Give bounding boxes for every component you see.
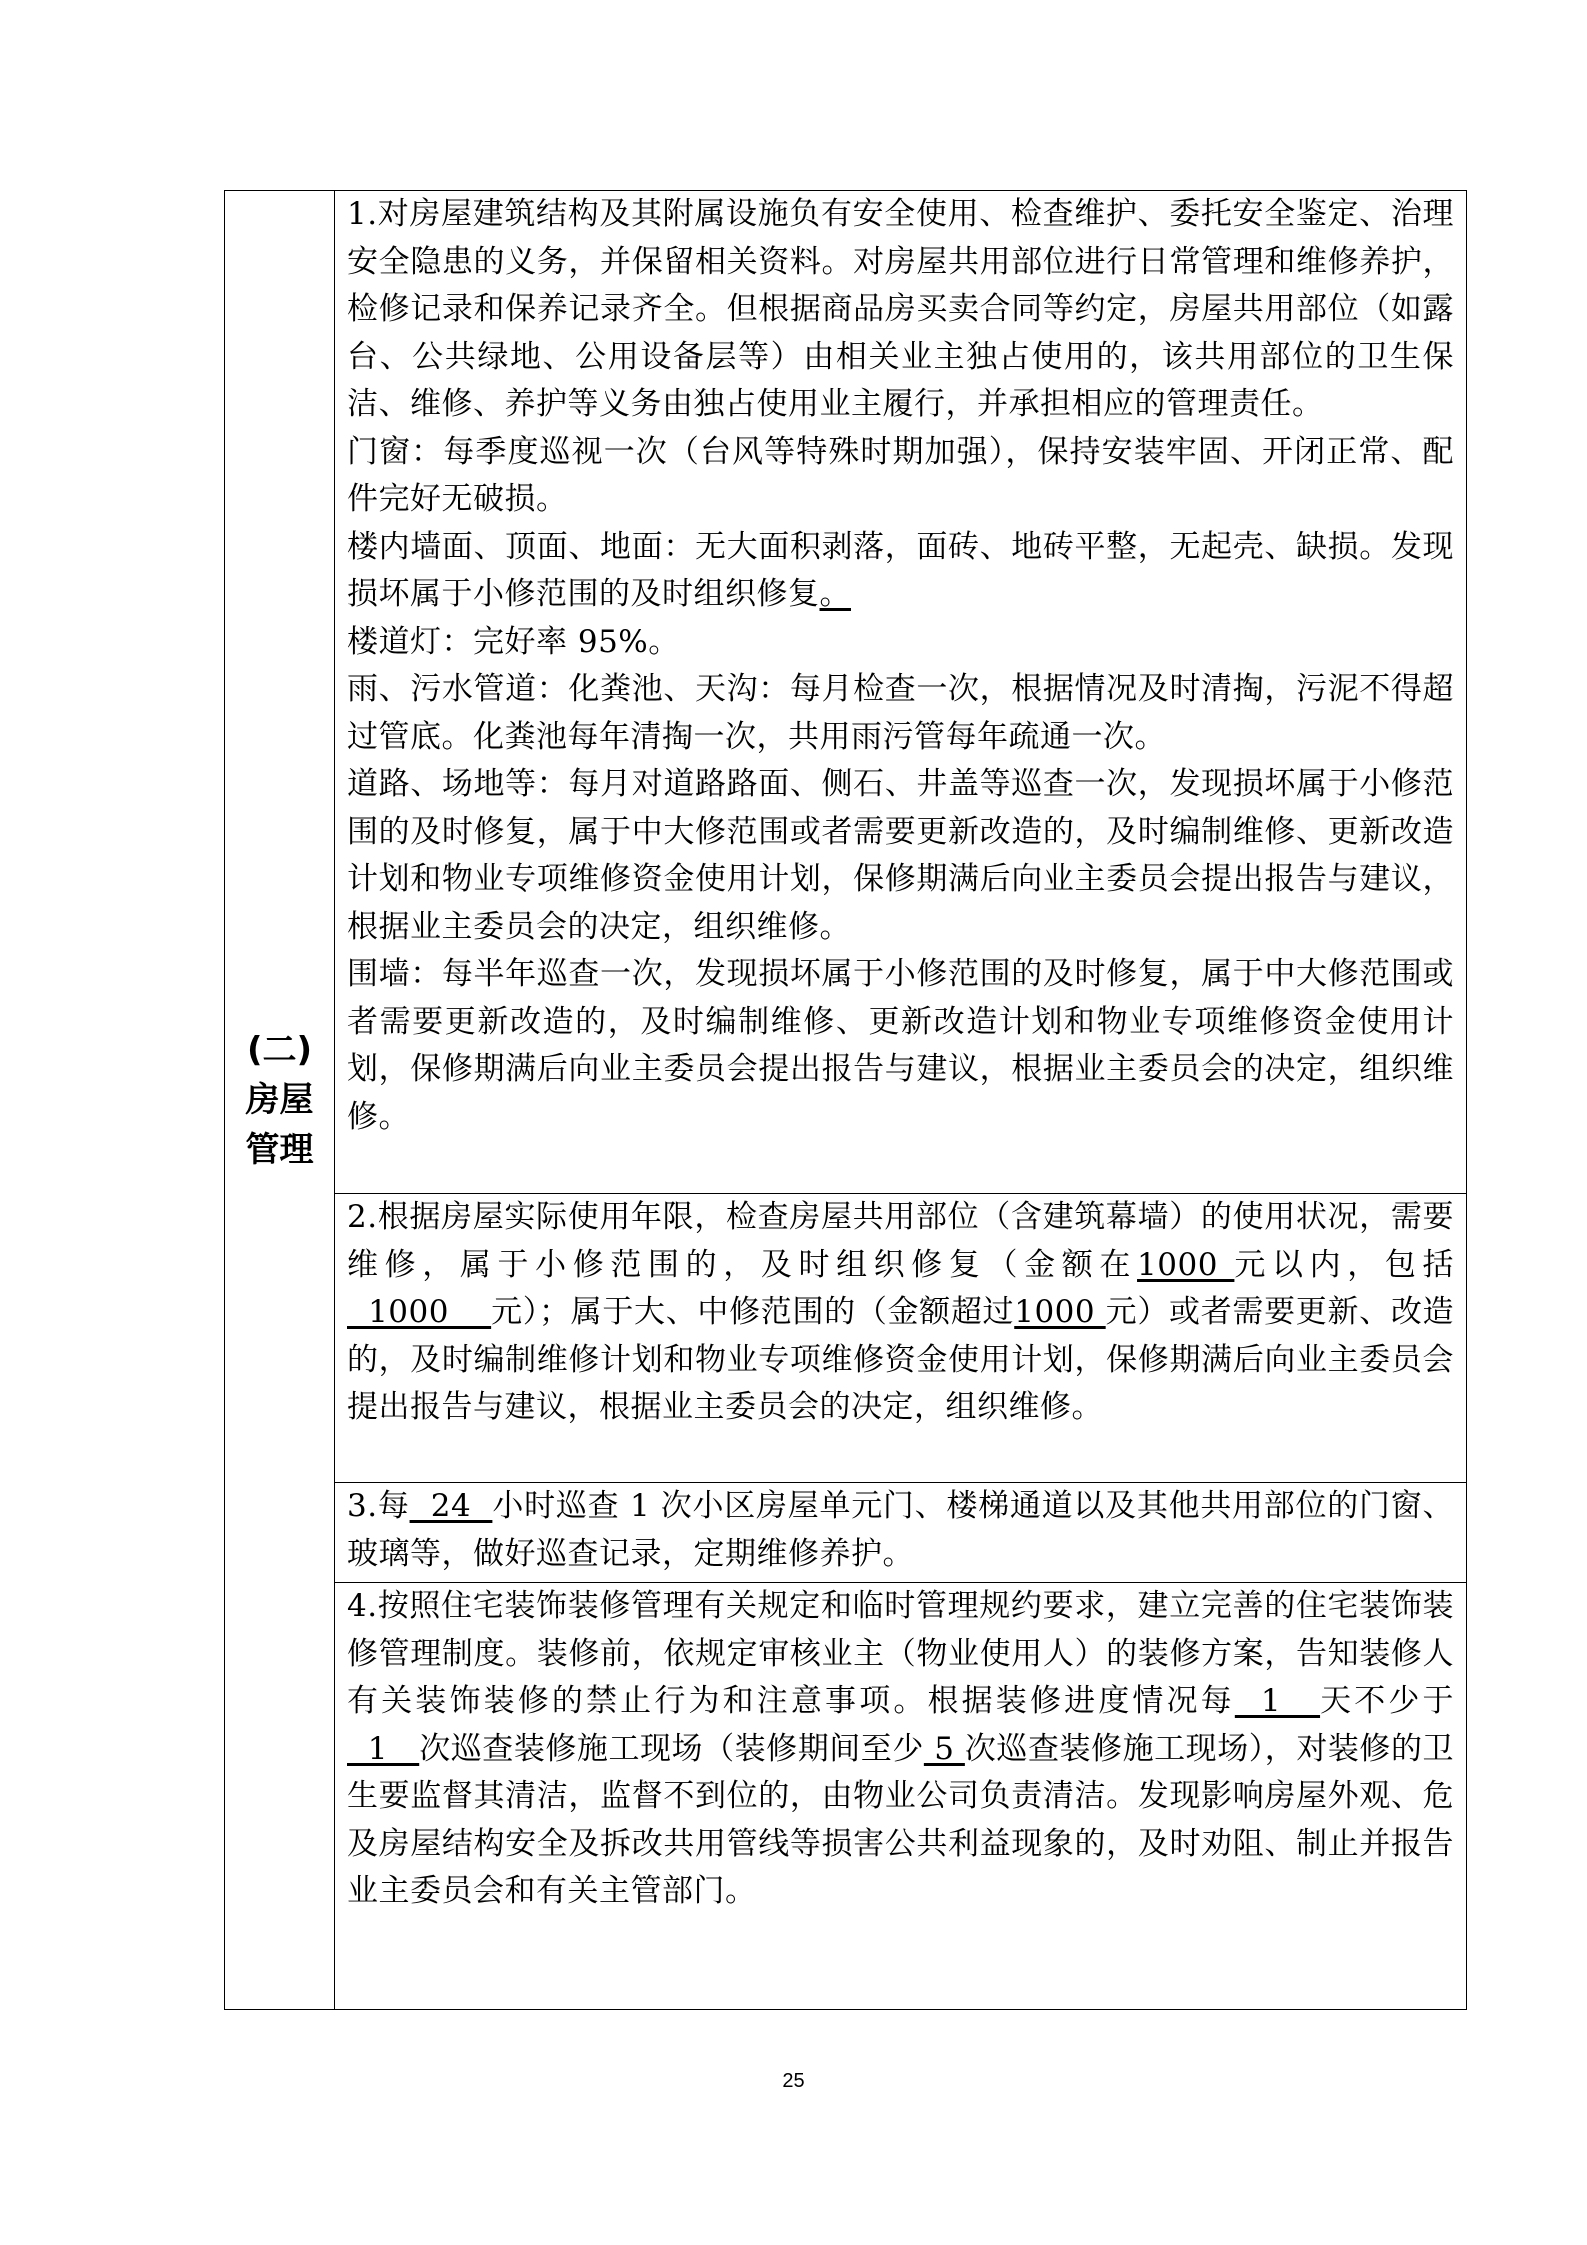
- item-4-cell: [335, 1583, 1467, 2010]
- table-row: [225, 1583, 1467, 2010]
- item-2-text-3: 元）；属于大、中修范围的（金额超过: [491, 1294, 1015, 1330]
- walls-text: 楼内墙面、顶面、地面：无大面积剥落，面砖、地砖平整，无起壳、缺损。发现损坏属于小修范围的及时组织修复: [347, 528, 1454, 612]
- inspection-times-min: 1: [347, 1730, 420, 1767]
- section-label-line1: (二): [246, 1030, 313, 1070]
- item-1-roads-paragraph: 道路、场地等：每月对道路路面、侧石、井盖等巡查一次，发现损坏属于小修范围的及时修复，属于中大修范围或者需要更新改造的，及时编制维修、更新改造计划和物业专项维修资金使用计划，保修期满后向业主委员会提出报告与建议，根据业主委员会的决定，组织维修。: [347, 766, 1454, 945]
- item-2-text-2: 元以内，包括: [1234, 1246, 1455, 1283]
- table-row: [225, 1483, 1467, 1583]
- inspection-interval-hours: 24: [409, 1488, 493, 1524]
- item-1-cell: [335, 191, 1467, 1194]
- inspection-interval-days: 1: [1234, 1683, 1321, 1719]
- item-4-paragraph: [347, 1583, 1454, 1916]
- item-4-text-1: 4.按照住宅装饰装修管理有关规定和临时管理规约要求，建立完善的住宅装饰装修管理制度。装修前，依规定审核业主（物业使用人）的装修方案，告知装修人有关装饰装修的禁止行为和注意事项。根据装修进度情况每: [347, 1588, 1454, 1719]
- item-2-paragraph: [347, 1194, 1454, 1432]
- item-3-text-1: 3.每: [347, 1488, 410, 1524]
- item-4-text-3: 次巡查装修施工现场（装修期间至少: [419, 1730, 924, 1767]
- amount-including: 1000: [347, 1294, 492, 1330]
- item-2-text-4: 元）或者需要更新、改造的，及时编制维修计划和物业专项维修资金使用计划，保修期满后向业主委员会提出报告与建议，根据业主委员会的决定，组织维修。: [347, 1294, 1455, 1425]
- item-1-pipes-paragraph: 雨、污水管道：化粪池、天沟：每月检查一次，根据情况及时清掏，污泥不得超过管底。化粪池每年清掏一次，共用雨污管每年疏通一次。: [347, 671, 1454, 755]
- inspection-times-total: 5: [923, 1730, 965, 1767]
- content-table: [224, 190, 1467, 2010]
- amount-small-repair: 1000: [1137, 1246, 1235, 1283]
- section-header-cell: [225, 191, 335, 2010]
- item-1-lights-paragraph: 楼道灯：完好率 95%。: [347, 623, 680, 660]
- item-4-text-2: 天不少于: [1320, 1683, 1455, 1719]
- item-3-text-2: 小时巡查 1 次小区房屋单元门、楼梯通道以及其他共用部位的门窗、玻璃等，做好巡查记录，定期维修养护。: [347, 1488, 1454, 1572]
- item-1-doors-paragraph: 门窗：每季度巡视一次（台风等特殊时期加强），保持安装牢固、开闭正常、配件完好无破损。: [347, 433, 1454, 517]
- item-4-text-4: 次巡查装修施工现场），对装修的卫生要监督其清洁，监督不到位的，由物业公司负责清洁。发现影响房屋外观、危及房屋结构安全及拆改共用管线等损害公共利益现象的，及时劝阻、制止并报告业主委员会和有关主管部门。: [347, 1730, 1454, 1909]
- item-1-main-paragraph: 1.对房屋建筑结构及其附属设施负有安全使用、检查维护、委托安全鉴定、治理安全隐患的义务，并保留相关资料。对房屋共用部位进行日常管理和维修养护，检修记录和保养记录齐全。但根据商品房买卖合同等约定，房屋共用部位（如露台、公共绿地、公用设备层等）由相关业主独占使用的，该共用部位的卫生保洁、维修、养护等义务由独占使用业主履行，并承担相应的管理责任。: [347, 196, 1454, 422]
- item-2-text-1: 2.根据房屋实际使用年限，检查房屋共用部位（含建筑幕墙）的使用状况，需要维修，属于小修范围的，及时组织修复（金额在: [347, 1199, 1454, 1283]
- amount-exceeding: 1000: [1014, 1294, 1106, 1330]
- item-3-paragraph: [347, 1483, 1454, 1578]
- table-row: [225, 1194, 1467, 1483]
- item-2-cell: [335, 1194, 1467, 1483]
- section-label-line2: 房屋: [245, 1080, 314, 1120]
- table-row: [225, 191, 1467, 1194]
- item-3-cell: [335, 1483, 1467, 1583]
- section-label-line3: 管理: [245, 1130, 314, 1170]
- item-1-walls-paragraph: [347, 524, 1454, 619]
- item-1-fence-paragraph: 围墙：每半年巡查一次，发现损坏属于小修范围的及时修复，属于中大修范围或者需要更新改造的，及时编制维修、更新改造计划和物业专项维修资金使用计划，保修期满后向业主委员会提出报告与建议，根据业主委员会的决定，组织维修。: [347, 956, 1454, 1135]
- walls-end-mark: 。: [819, 576, 851, 612]
- page-number: 25: [782, 2070, 805, 2092]
